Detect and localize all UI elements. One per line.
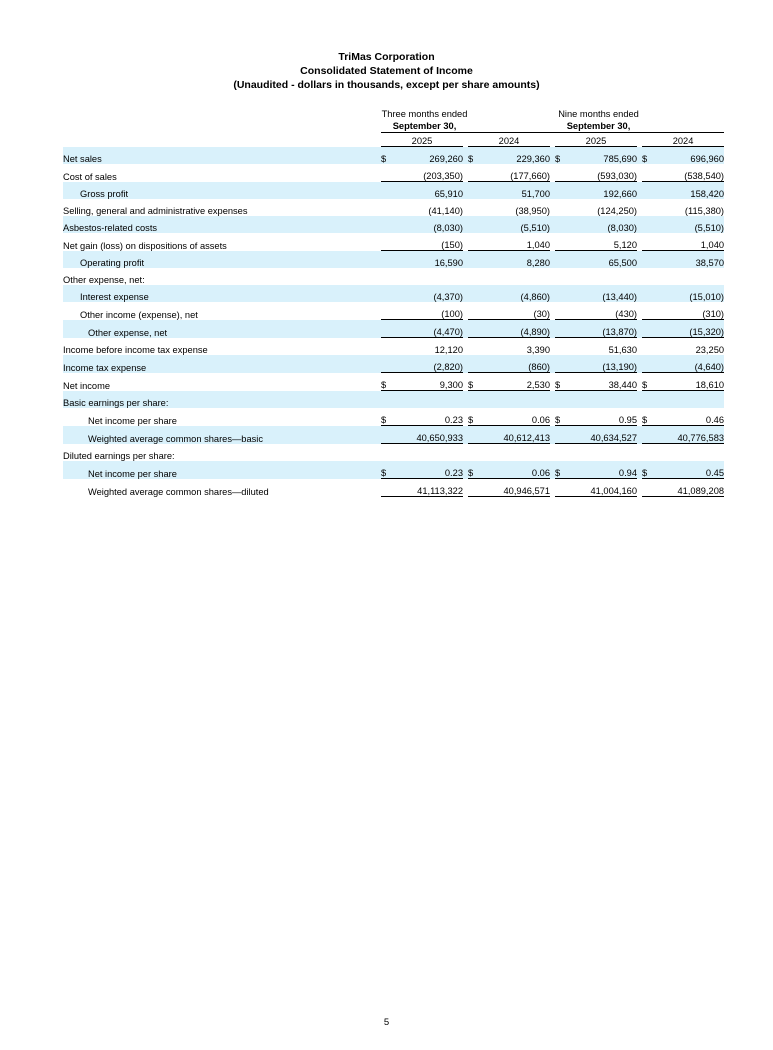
row-currency-symbol bbox=[381, 444, 395, 462]
row-value bbox=[482, 444, 550, 462]
table-row bbox=[63, 182, 724, 200]
row-currency-symbol bbox=[468, 391, 482, 409]
statement-title: Consolidated Statement of Income bbox=[300, 65, 473, 77]
row-currency-symbol bbox=[642, 268, 656, 285]
row-currency-symbol bbox=[642, 199, 656, 216]
table-row bbox=[63, 199, 724, 216]
row-value: (115,380) bbox=[684, 206, 725, 216]
year-header-2: 2025 bbox=[555, 136, 637, 147]
row-currency-symbol: $ bbox=[381, 461, 395, 479]
row-value: 40,650,933 bbox=[395, 426, 463, 444]
row-label: Selling, general and administrative expenses bbox=[63, 206, 248, 216]
row-value: 3,390 bbox=[526, 345, 551, 355]
row-value: (30) bbox=[482, 302, 550, 320]
row-currency-symbol bbox=[381, 479, 395, 497]
row-value bbox=[482, 268, 550, 285]
row-value bbox=[656, 391, 724, 409]
row-value: 1,040 bbox=[482, 233, 550, 251]
row-currency-symbol: $ bbox=[468, 408, 482, 426]
table-row bbox=[63, 251, 724, 269]
row-value: 65,910 bbox=[434, 189, 463, 199]
row-value: (4,470) bbox=[395, 320, 463, 338]
row-value: 51,700 bbox=[521, 189, 551, 199]
table-row bbox=[63, 320, 724, 338]
row-value: 16,590 bbox=[434, 258, 463, 268]
row-currency-symbol bbox=[468, 216, 482, 233]
row-currency-symbol bbox=[555, 355, 569, 373]
row-value bbox=[569, 391, 637, 409]
row-currency-symbol bbox=[642, 216, 656, 233]
table-row bbox=[63, 408, 724, 426]
income-statement-table bbox=[63, 108, 724, 497]
row-value: 0.95 bbox=[569, 408, 637, 426]
row-value: (860) bbox=[482, 355, 550, 373]
row-currency-symbol: $ bbox=[381, 154, 387, 164]
year-header-0: 2025 bbox=[381, 136, 463, 147]
row-currency-symbol bbox=[468, 479, 482, 497]
row-value: 785,690 bbox=[603, 154, 638, 164]
row-value: 41,089,208 bbox=[656, 479, 724, 497]
row-value: (38,950) bbox=[515, 206, 551, 216]
row-currency-symbol bbox=[468, 444, 482, 462]
row-currency-symbol bbox=[381, 355, 395, 373]
row-value: 269,260 bbox=[429, 154, 463, 164]
row-currency-symbol bbox=[468, 182, 482, 200]
company-name: TriMas Corporation bbox=[338, 51, 435, 63]
row-value: (41,140) bbox=[428, 206, 463, 216]
row-value: (2,820) bbox=[395, 355, 463, 373]
row-value: 158,420 bbox=[690, 189, 725, 199]
row-currency-symbol bbox=[468, 285, 482, 302]
row-value: 5,120 bbox=[569, 233, 637, 251]
row-value: 2,530 bbox=[482, 373, 550, 391]
row-label: Other expense, net bbox=[88, 327, 168, 338]
row-value: (5,510) bbox=[520, 223, 551, 233]
row-currency-symbol bbox=[642, 355, 656, 373]
statement-subtitle: (Unaudited - dollars in thousands, except per share amounts) bbox=[233, 79, 540, 91]
year-header-row bbox=[63, 136, 724, 147]
row-label: Income before income tax expense bbox=[63, 345, 208, 355]
row-value: 1,040 bbox=[656, 233, 724, 251]
row-currency-symbol bbox=[381, 199, 395, 216]
row-label: Weighted average common shares—basic bbox=[88, 433, 264, 444]
row-value: 229,360 bbox=[516, 154, 551, 164]
row-value: 40,776,583 bbox=[656, 426, 724, 444]
row-value: 38,440 bbox=[569, 373, 637, 391]
row-value: (310) bbox=[656, 302, 724, 320]
row-currency-symbol: $ bbox=[468, 373, 482, 391]
row-currency-symbol bbox=[555, 479, 569, 497]
row-value: (13,870) bbox=[569, 320, 637, 338]
row-value: 18,610 bbox=[656, 373, 724, 391]
row-value: 0.23 bbox=[395, 408, 463, 426]
table-row bbox=[63, 444, 724, 462]
row-value: 12,120 bbox=[434, 345, 463, 355]
row-value: (100) bbox=[395, 302, 463, 320]
row-currency-symbol bbox=[381, 391, 395, 409]
group-header-row bbox=[63, 108, 724, 133]
row-label: Net sales bbox=[63, 154, 102, 164]
table-row bbox=[63, 479, 724, 497]
row-value: 40,946,571 bbox=[482, 479, 550, 497]
table-row bbox=[63, 164, 724, 182]
row-currency-symbol bbox=[555, 251, 569, 269]
row-currency-symbol bbox=[555, 338, 569, 356]
row-currency-symbol bbox=[381, 338, 395, 356]
document-page bbox=[0, 50, 773, 1050]
row-label: Operating profit bbox=[80, 258, 145, 268]
row-currency-symbol: $ bbox=[468, 154, 474, 164]
row-value: 65,500 bbox=[608, 258, 638, 268]
row-label: Net income per share bbox=[88, 415, 177, 426]
row-currency-symbol bbox=[555, 182, 569, 200]
row-value: 40,634,527 bbox=[569, 426, 637, 444]
row-currency-symbol bbox=[381, 320, 395, 338]
row-label: Other income (expense), net bbox=[80, 309, 198, 320]
row-value: 192,660 bbox=[603, 189, 638, 199]
row-currency-symbol bbox=[642, 338, 656, 356]
row-value: 23,250 bbox=[695, 345, 725, 355]
row-value: 0.23 bbox=[395, 461, 463, 479]
row-currency-symbol bbox=[555, 320, 569, 338]
group-header-three-months: Three months ended September 30, bbox=[381, 109, 468, 131]
row-currency-symbol bbox=[468, 302, 482, 320]
row-value bbox=[569, 444, 637, 462]
row-label: Interest expense bbox=[80, 292, 149, 302]
group-header-three-months-cont bbox=[468, 108, 555, 133]
row-currency-symbol bbox=[381, 182, 395, 200]
row-currency-symbol bbox=[381, 426, 395, 444]
row-currency-symbol bbox=[642, 444, 656, 462]
row-value bbox=[482, 391, 550, 409]
row-value bbox=[569, 268, 637, 285]
page-number: 5 bbox=[383, 1017, 390, 1028]
row-currency-symbol bbox=[555, 285, 569, 302]
row-currency-symbol bbox=[381, 285, 395, 302]
row-value: (15,010) bbox=[689, 292, 725, 302]
row-currency-symbol: $ bbox=[555, 461, 569, 479]
row-value: (15,320) bbox=[656, 320, 724, 338]
row-currency-symbol bbox=[555, 302, 569, 320]
year-header-1: 2024 bbox=[468, 136, 550, 147]
table-row bbox=[63, 233, 724, 251]
row-currency-symbol: $ bbox=[381, 373, 395, 391]
row-value bbox=[656, 444, 724, 462]
row-label: Diluted earnings per share: bbox=[63, 451, 175, 461]
table-header bbox=[63, 108, 724, 147]
table-row bbox=[63, 426, 724, 444]
row-currency-symbol bbox=[642, 182, 656, 200]
row-value: 696,960 bbox=[690, 154, 725, 164]
row-currency-symbol: $ bbox=[642, 408, 656, 426]
row-currency-symbol bbox=[555, 199, 569, 216]
row-label: Net income bbox=[63, 380, 111, 391]
row-value bbox=[395, 444, 463, 462]
row-value: (8,030) bbox=[607, 223, 638, 233]
row-currency-symbol bbox=[381, 251, 395, 269]
row-value: 8,280 bbox=[526, 258, 551, 268]
row-currency-symbol bbox=[642, 391, 656, 409]
row-label: Net income per share bbox=[88, 468, 177, 479]
row-currency-symbol bbox=[642, 320, 656, 338]
row-value: 0.06 bbox=[482, 408, 550, 426]
row-value: 41,004,160 bbox=[569, 479, 637, 497]
row-label: Basic earnings per share: bbox=[63, 398, 169, 408]
row-value bbox=[395, 268, 463, 285]
row-value: (4,890) bbox=[482, 320, 550, 338]
row-value: (177,660) bbox=[482, 164, 550, 182]
row-currency-symbol bbox=[642, 302, 656, 320]
group-header-nine-months: Nine months ended September 30, bbox=[555, 108, 642, 133]
row-currency-symbol bbox=[555, 164, 569, 182]
row-currency-symbol: $ bbox=[642, 373, 656, 391]
row-value: (4,860) bbox=[520, 292, 551, 302]
table-row bbox=[63, 285, 724, 302]
row-currency-symbol bbox=[468, 251, 482, 269]
row-currency-symbol bbox=[381, 302, 395, 320]
row-label: Weighted average common shares—diluted bbox=[88, 486, 269, 497]
table-row bbox=[63, 268, 724, 285]
row-label: Income tax expense bbox=[63, 362, 147, 373]
row-currency-symbol bbox=[555, 268, 569, 285]
table-row bbox=[63, 216, 724, 233]
row-value: 40,612,413 bbox=[482, 426, 550, 444]
row-label: Net gain (loss) on dispositions of assets bbox=[63, 240, 227, 251]
row-currency-symbol: $ bbox=[642, 461, 656, 479]
row-currency-symbol bbox=[468, 320, 482, 338]
row-currency-symbol bbox=[555, 444, 569, 462]
row-label: Gross profit bbox=[80, 189, 129, 199]
row-currency-symbol bbox=[468, 199, 482, 216]
row-currency-symbol: $ bbox=[468, 461, 482, 479]
row-value: (13,440) bbox=[602, 292, 638, 302]
row-value: (150) bbox=[395, 233, 463, 251]
row-label: Cost of sales bbox=[63, 171, 117, 182]
row-value: 0.94 bbox=[569, 461, 637, 479]
row-currency-symbol: $ bbox=[555, 373, 569, 391]
row-currency-symbol bbox=[381, 216, 395, 233]
row-currency-symbol bbox=[381, 164, 395, 182]
row-value: (13,190) bbox=[569, 355, 637, 373]
row-currency-symbol bbox=[642, 479, 656, 497]
row-value bbox=[656, 268, 724, 285]
row-value: (124,250) bbox=[597, 206, 638, 216]
table-row bbox=[63, 147, 724, 165]
row-currency-symbol bbox=[555, 216, 569, 233]
row-currency-symbol bbox=[642, 426, 656, 444]
row-currency-symbol bbox=[468, 233, 482, 251]
row-value: 0.46 bbox=[656, 408, 724, 426]
row-value: (430) bbox=[569, 302, 637, 320]
row-currency-symbol bbox=[381, 268, 395, 285]
row-currency-symbol bbox=[468, 164, 482, 182]
table-row bbox=[63, 338, 724, 356]
row-currency-symbol bbox=[642, 285, 656, 302]
row-value: 9,300 bbox=[395, 373, 463, 391]
row-currency-symbol bbox=[555, 391, 569, 409]
row-currency-symbol bbox=[468, 268, 482, 285]
table-row bbox=[63, 391, 724, 409]
row-value: (538,540) bbox=[656, 164, 724, 182]
document-title-block bbox=[0, 50, 773, 92]
table-row bbox=[63, 461, 724, 479]
row-currency-symbol bbox=[555, 426, 569, 444]
table-row bbox=[63, 373, 724, 391]
row-value: (4,640) bbox=[656, 355, 724, 373]
row-currency-symbol bbox=[468, 426, 482, 444]
row-currency-symbol bbox=[381, 233, 395, 251]
row-currency-symbol: $ bbox=[555, 408, 569, 426]
row-currency-symbol bbox=[555, 233, 569, 251]
table-row bbox=[63, 302, 724, 320]
row-value: 0.06 bbox=[482, 461, 550, 479]
row-currency-symbol bbox=[468, 355, 482, 373]
row-value: 0.45 bbox=[656, 461, 724, 479]
row-value: 51,630 bbox=[608, 345, 638, 355]
row-currency-symbol bbox=[642, 233, 656, 251]
row-currency-symbol: $ bbox=[555, 154, 561, 164]
row-value: 38,570 bbox=[695, 258, 725, 268]
row-value: (203,350) bbox=[395, 164, 463, 182]
row-label: Other expense, net: bbox=[63, 275, 145, 285]
row-currency-symbol bbox=[642, 251, 656, 269]
row-value: (8,030) bbox=[433, 223, 463, 233]
row-value: 41,113,322 bbox=[395, 479, 463, 497]
group-header-nine-months-cont bbox=[642, 108, 724, 133]
row-currency-symbol bbox=[468, 338, 482, 356]
row-label: Asbestos-related costs bbox=[63, 223, 158, 233]
row-value bbox=[395, 391, 463, 409]
row-currency-symbol: $ bbox=[642, 154, 648, 164]
row-currency-symbol bbox=[642, 164, 656, 182]
table-row bbox=[63, 355, 724, 373]
row-value: (4,370) bbox=[433, 292, 463, 302]
row-value: (593,030) bbox=[569, 164, 637, 182]
table-body bbox=[63, 147, 724, 497]
row-value: (5,510) bbox=[694, 223, 725, 233]
year-header-3: 2024 bbox=[642, 136, 724, 147]
row-currency-symbol: $ bbox=[381, 408, 395, 426]
